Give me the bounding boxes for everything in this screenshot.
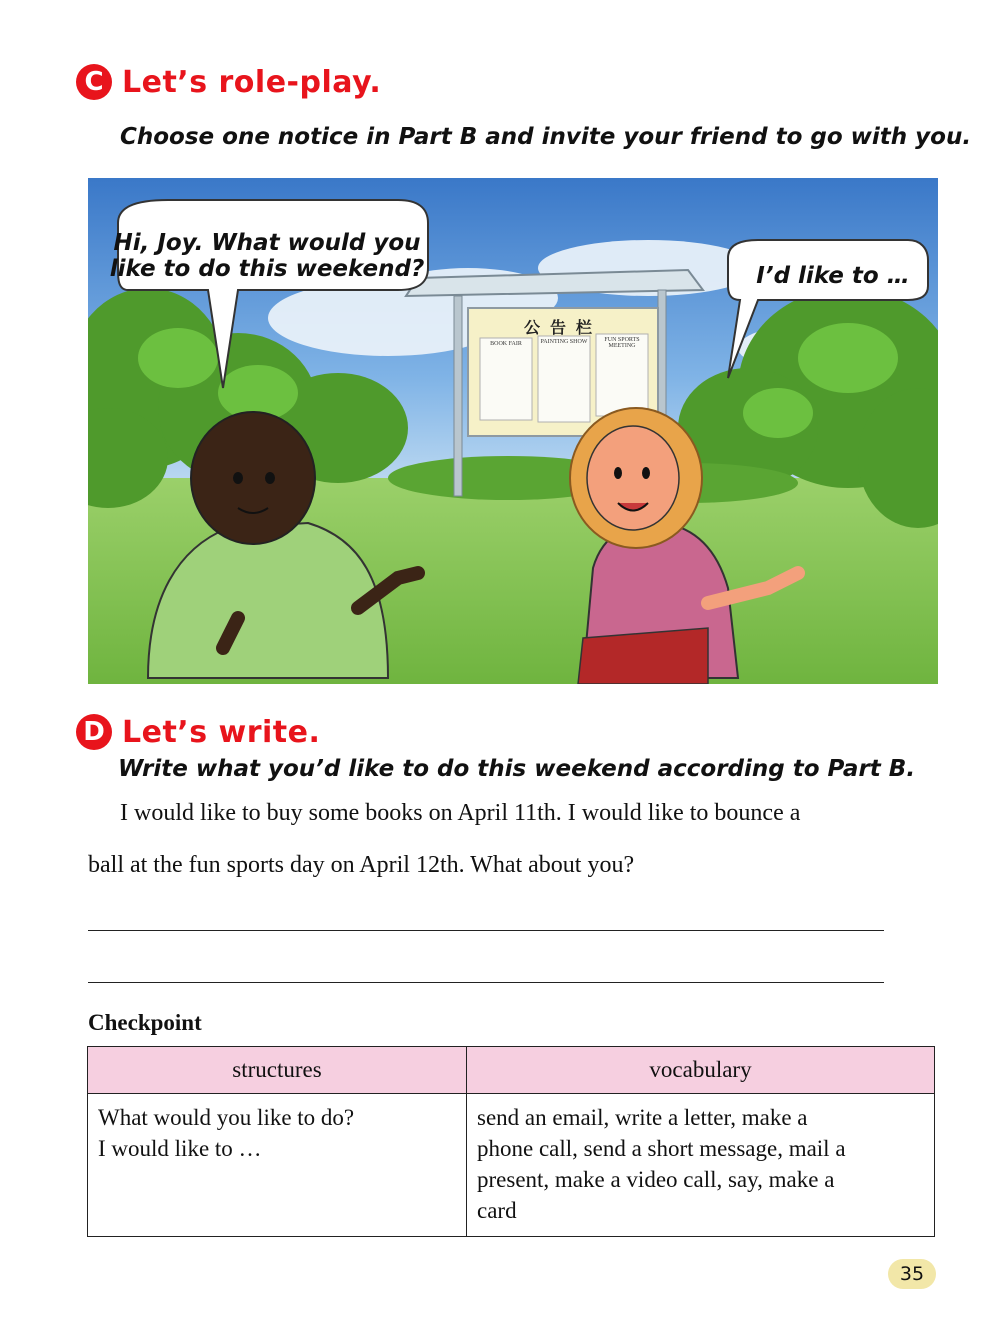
vocabulary-line-3: present, make a video call, say, make a [477,1167,835,1192]
notice-fun-sports: FUN SPORTS MEETING [604,337,640,349]
sample-paragraph-line-1: I would like to buy some books on April 11th. I would like to bounce a [120,800,801,826]
bubble-right-text: I’d like to … [756,263,910,289]
vocabulary-line-1: send an email, write a letter, make a [477,1105,808,1130]
sample-paragraph-line-2: ball at the fun sports day on April 12th. What about you? [88,852,635,878]
bubble-left-text [102,230,432,282]
section-c-title: Let’s role-play. [122,64,382,100]
section-d-heading [76,714,320,750]
structure-line-1: What would you like to do? [98,1105,355,1130]
bubble-left-line-2: like to do this weekend? [109,256,425,282]
section-d-instruction: Write what you’d like to do this weekend according to Part B. [118,756,916,782]
checkpoint-title: Checkpoint [88,1010,202,1035]
checkpoint-header-row [88,1047,935,1094]
section-d-title: Let’s write. [122,714,321,750]
bubble-left-line-1: Hi, Joy. What would you [113,230,421,256]
header-vocabulary: vocabulary [467,1047,935,1094]
vocabulary-line-2: phone call, send a short message, mail a [477,1136,846,1161]
checkpoint-table [87,1046,935,1237]
checkpoint-content-row [88,1094,935,1237]
structures-cell [88,1094,467,1237]
section-c-heading [76,64,381,100]
section-c-instruction: Choose one notice in Part B and invite your friend to go with you. [120,124,972,150]
page-number: 35 [888,1259,936,1289]
writing-line-1[interactable] [88,930,884,931]
header-structures: structures [88,1047,467,1094]
section-c-badge: C [76,64,112,100]
notice-board-heading: 公告栏 [523,318,602,337]
structure-line-2: I would like to … [98,1136,262,1161]
role-play-illustration [88,178,938,684]
section-d-badge: D [76,714,112,750]
writing-line-2[interactable] [88,982,884,983]
vocabulary-line-4: card [477,1198,517,1223]
notice-painting-show: PAINTING SHOW [540,339,588,345]
notice-book-fair: BOOK FAIR [490,341,522,347]
vocabulary-cell [467,1094,935,1237]
